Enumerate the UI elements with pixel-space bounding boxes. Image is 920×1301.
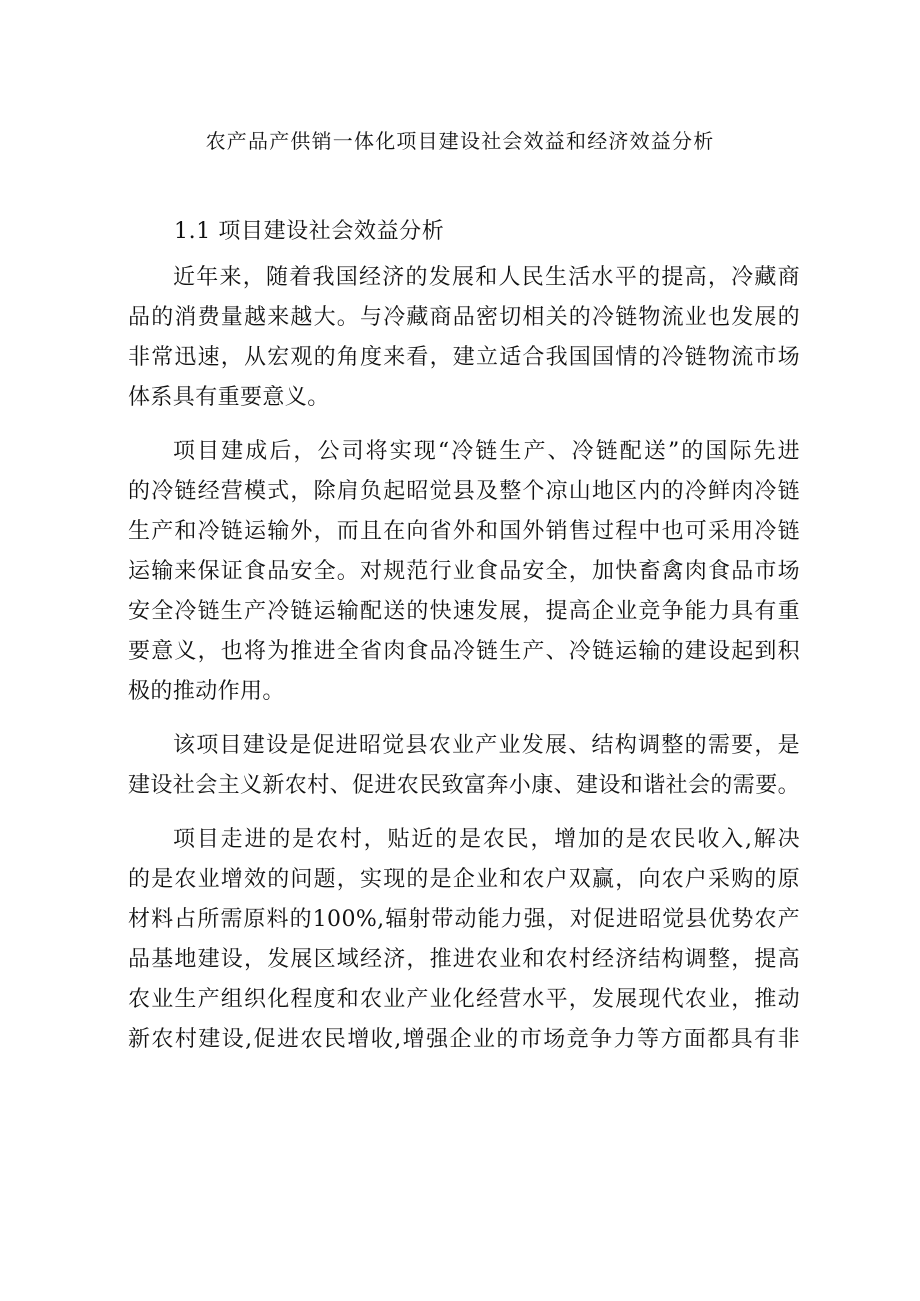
text-line: 新农村建设,促进农民增收,增强企业的市场竞争力等方面都具有非 bbox=[128, 1027, 800, 1052]
document-title: 农产品产供销一体化项目建设社会效益和经济效益分析 bbox=[205, 129, 715, 153]
text-line: 体系具有重要意义。 bbox=[128, 385, 330, 410]
document-body bbox=[128, 258, 800, 1060]
text-line: 材料占所需原料的100%,辐射带动能力强，对促进昭觉县优势农产 bbox=[128, 907, 800, 932]
text-line: 安全冷链生产冷链运输配送的快速发展，提高企业竞争能力具有重 bbox=[128, 599, 800, 624]
text-line: 该项目建设是促进昭觉县农业产业发展、结构调整的需要，是 bbox=[173, 733, 800, 758]
text-line: 生产和冷链运输外，而且在向省外和国外销售过程中也可采用冷链 bbox=[128, 519, 800, 544]
text-line: 品的消费量越来越大。与冷藏商品密切相关的冷链物流业也发展的 bbox=[128, 305, 800, 330]
paragraph-2 bbox=[128, 432, 800, 712]
text-line: 极的推动作用。 bbox=[128, 679, 285, 704]
section-heading: 1.1 项目建设社会效益分析 bbox=[174, 219, 445, 244]
text-line: 农业生产组织化程度和农业产业化经营水平，发展现代农业，推动 bbox=[128, 987, 800, 1012]
text-line: 近年来，随着我国经济的发展和人民生活水平的提高，冷藏商 bbox=[173, 265, 800, 290]
paragraph-3 bbox=[128, 726, 800, 806]
paragraph-1 bbox=[128, 258, 800, 418]
text-line: 项目建成后，公司将实现“冷链生产、冷链配送”的国际先进 bbox=[173, 439, 800, 464]
paragraph-4 bbox=[128, 820, 800, 1060]
text-line: 品基地建设，发展区域经济，推进农业和农村经济结构调整，提高 bbox=[128, 947, 800, 972]
text-line: 的是农业增效的问题，实现的是企业和农户双赢，向农户采购的原 bbox=[128, 867, 800, 892]
text-line: 非常迅速，从宏观的角度来看，建立适合我国国情的冷链物流市场 bbox=[128, 345, 800, 370]
text-line: 建设社会主义新农村、促进农民致富奔小康、建设和谐社会的需要。 bbox=[128, 773, 801, 798]
text-line: 项目走进的是农村，贴近的是农民，增加的是农民收入,解决 bbox=[173, 827, 800, 852]
text-line: 要意义，也将为推进全省肉食品冷链生产、冷链运输的建设起到积 bbox=[128, 639, 800, 664]
text-line: 的冷链经营模式，除肩负起昭觉县及整个凉山地区内的冷鲜肉冷链 bbox=[128, 479, 800, 504]
text-line: 运输来保证食品安全。对规范行业食品安全，加快畜禽肉食品市场 bbox=[128, 559, 800, 584]
